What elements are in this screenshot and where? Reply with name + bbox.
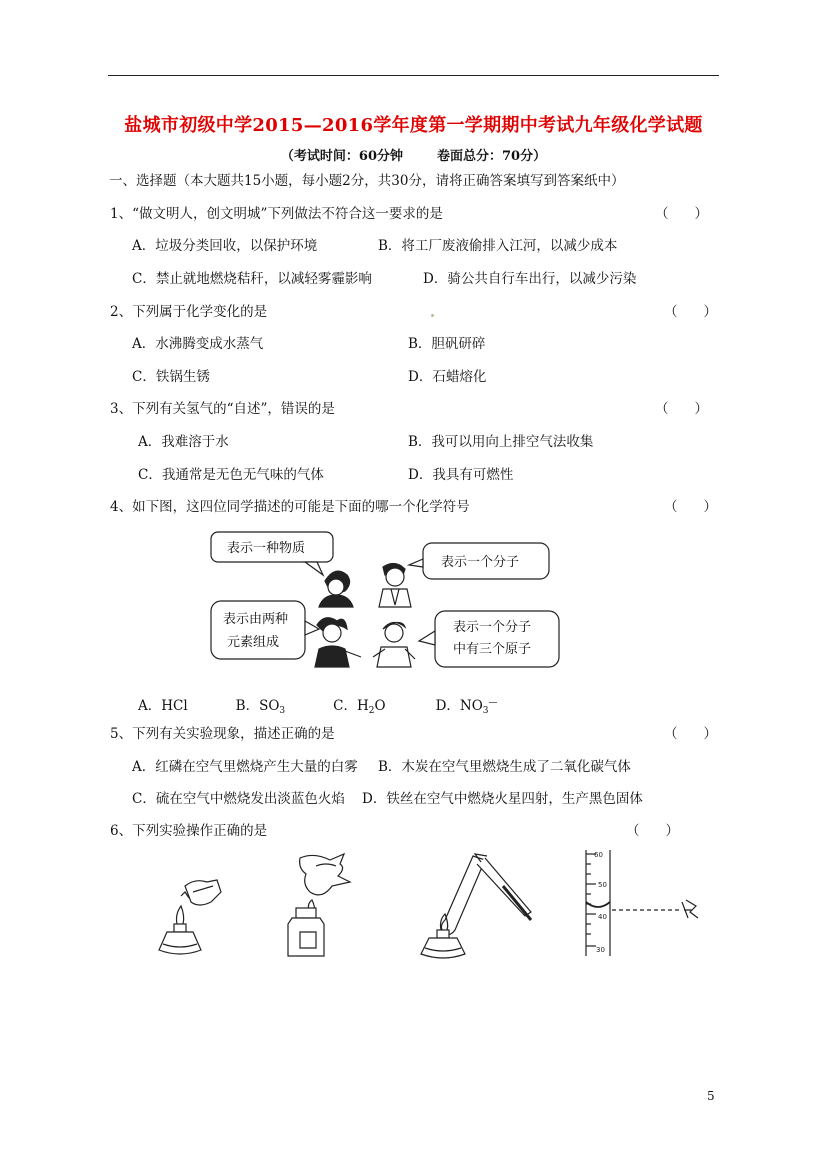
section-heading: 一、选择题（本大题共15小题，每小题2分，共30分，请将正确答案填写到答案纸中） [109,173,625,189]
q5-option-d: D．铁丝在空气中燃烧火星四射，生产黑色固体 [362,791,643,807]
tick-30: 30 [596,946,605,954]
tick-40: 40 [598,913,607,921]
q4-figure [205,525,575,685]
q3-stem: 3、下列有关氢气的“自述”，错误的是 [110,401,335,417]
eye-icon [682,900,698,918]
q2-option-d: D．石蜡熔化 [408,369,487,385]
q4-answer-blank: （ ） [664,499,717,515]
q5-option-a: A．红磷在空气里燃烧产生大量的白雾 [132,759,358,775]
exam-title: 盐城市初级中学2015—2016学年度第一学期期中考试九年级化学试题 [124,115,703,136]
q4-option-a: A．HCl [138,698,188,714]
stray-dot [431,314,434,317]
q4-option-b: B．SO3 [235,698,286,716]
tick-60: 60 [594,851,603,859]
q1-option-c: C．禁止就地燃烧秸秆，以减轻雾霾影响 [132,271,372,287]
q2-option-c: C．铁锅生锈 [132,369,210,385]
bubble-4-text-line1: 表示一个分子 [453,620,532,635]
student-3-cartoon [315,618,361,667]
q2-option-a: A．水沸腾变成水蒸气 [132,336,264,352]
q6-figure-a-alcohol-lamp [155,872,235,962]
cylinder-scale [586,854,596,946]
bubble-2-text: 表示一个分子 [441,555,520,570]
q6-figure-d-graduated-cylinder [580,848,710,958]
speech-bubble-4 [419,611,559,667]
q1-option-b: B．将工厂废液偷排入江河，以减少成本 [378,238,618,254]
speech-bubble-2 [409,543,549,579]
q1-stem: 1、“做文明人，创文明城”下列做法不符合这一要求的是 [110,206,443,222]
student-4-cartoon [373,622,415,667]
q5-answer-blank: （ ） [664,726,717,742]
q3-option-a: A．我难溶于水 [138,434,229,450]
tick-50: 50 [598,881,607,889]
speech-bubble-3 [211,601,319,659]
q3-answer-blank: （ ） [655,401,708,417]
exam-subtitle [0,145,827,164]
q2-answer-blank: （ ） [664,304,717,320]
meniscus [586,902,610,907]
student-2-cartoon [379,563,411,607]
q5-option-c: C．硫在空气中燃烧发出淡蓝色火焰 [132,791,345,807]
q1-answer-blank: （ ） [655,206,708,222]
q1-option-d: D．骑公共自行车出行，以减少污染 [423,271,637,287]
q6-answer-blank: （ ） [626,823,679,839]
exam-time: （考试时间：60分钟 [280,149,403,164]
q3-option-d: D．我具有可燃性 [408,467,514,483]
exam-score: 卷面总分：70分） [437,149,547,164]
q4-option-c: C．H2O [333,698,386,716]
q3-option-b: B．我可以用向上排空气法收集 [408,434,594,450]
q2-option-b: B．胆矾研碎 [408,336,486,352]
bubble-1-text: 表示一种物质 [227,541,306,556]
header-rule [108,75,719,76]
q6-figure-b-smelling-gas [280,852,360,962]
q4-option-d: D．NO3— [435,698,498,716]
q4-options [138,694,498,720]
bubble-3-text-line2: 元素组成 [227,635,280,650]
q6-stem: 6、下列实验操作正确的是 [110,823,268,839]
speech-bubble-1 [211,532,333,575]
q3-option-c: C．我通常是无色无气味的气体 [138,467,324,483]
bubble-3-text-line1: 表示由两种 [223,612,289,627]
q1-option-a: A．垃圾分类回收，以保护环境 [132,238,318,254]
q4-stem: 4、如下图，这四位同学描述的可能是下面的哪一个化学符号 [110,499,470,515]
bubble-4-text-line2: 中有三个原子 [453,642,532,657]
q2-stem: 2、下列属于化学变化的是 [110,304,268,320]
q6-figure-c-heating-test-tube [415,850,540,965]
q5-stem: 5、下列有关实验现象，描述正确的是 [110,726,335,742]
page-number: 5 [707,1089,715,1103]
q5-option-b: B．木炭在空气里燃烧生成了二氧化碳气体 [378,759,631,775]
